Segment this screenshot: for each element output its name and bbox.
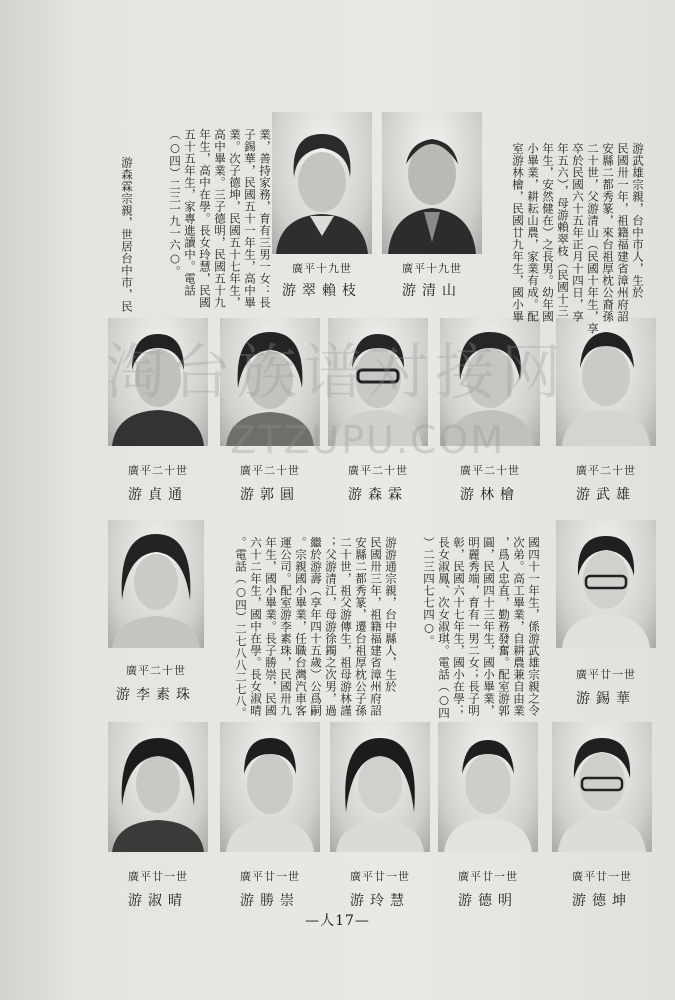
person-name: 游錫華 [576,691,636,707]
generation-label: 廣平廿一世 [128,870,188,883]
text-line: ，爲人忠直，勤務發奮。配室游郭 [497,536,511,717]
portrait-photo [382,112,482,254]
person-name: 游貞通 [128,487,188,503]
text-line: 游武雄宗親，台中市人，生於 [631,142,645,299]
text-line: 業，善持家務，育有三男一女：長 [258,128,272,309]
generation-label: 廣平廿一世 [350,870,410,883]
portrait-photo [330,722,430,852]
text-line: ）二三四七七四○。 [422,536,436,648]
text-line: 安縣二都秀篆，遷台祖厚枕公子孫 [354,536,368,717]
biography-text [406,520,556,720]
text-line: 運公司。配室游李素珠，民國卅九 [279,536,293,717]
text-line: 次弟。高工畢業，自耕農兼自由業 [512,536,526,717]
biography-text [104,140,149,313]
text-line: 六十二年生，國中在學。長女淑晴 [249,536,263,717]
person-name: 游德明 [458,893,518,909]
portrait-photo [272,112,372,254]
watermark-text: 淘台族谱对接网 [105,338,567,408]
person-name: 游德坤 [572,893,632,909]
generation-label: 廣平廿一世 [458,870,518,883]
text-line: 國四十一年生，係游武雄宗親之令 [527,536,541,717]
text-line: 游游通宗親，台中縣人，生於 [384,536,398,693]
text-line: 繼於游壽（享年四十五歲）公爲嗣 [309,536,323,717]
generation-label: 廣平二十世 [240,464,300,477]
biography-text [152,112,287,309]
text-line: 圓，民國四十三年生，國小畢業， [482,536,496,717]
person-name: 游李素珠 [116,687,196,703]
generation-label: 廣平十九世 [292,262,352,275]
generation-label: 廣平廿一世 [576,668,636,681]
text-line: 二十世，祖父游傳生，祖母游林謹 [339,536,353,717]
generation-label: 廣平二十世 [126,664,186,677]
person-name: 游林檜 [460,487,520,503]
generation-label: 廣平二十世 [576,464,636,477]
person-name: 游武雄 [576,487,636,503]
portrait-photo [108,722,208,852]
person-name: 游淑晴 [128,893,188,909]
text-line: 。宗親國小畢業，任職台灣汽車客 [294,536,308,717]
page-number: —人17— [305,913,370,929]
text-line: 彰，民國六十七年生，國小在學； [452,536,466,717]
generation-label: 廣平二十世 [460,464,520,477]
text-line: 二十世，父游清山（民國十年生，享 [586,142,600,335]
text-line: 明麗秀端，育有一男二女；長子明 [467,536,481,717]
generation-label: 廣平廿一世 [240,870,300,883]
text-line: 子錫華，民國五十一年生，高中畢 [243,128,257,309]
biography-text [495,126,660,335]
text-line: 業。次子德坤，民國五十七年生， [228,128,242,309]
portrait-photo [440,318,540,446]
text-line: 安縣二都秀篆，來台祖厚枕公裔孫 [601,142,615,323]
portrait-photo [108,318,208,446]
person-name: 游森霖 [348,487,408,503]
biography-text [218,520,413,720]
portrait-photo [220,318,320,446]
text-line: 高中畢業。三子德明，民國五十九 [213,128,227,309]
text-line: 年生，國小畢業。長子勝崇，民國 [264,536,278,717]
person-name: 游翠賴枝 [282,283,362,299]
portrait-photo [108,520,204,648]
person-name: 游清山 [402,283,462,299]
text-line: 五十五年生，家專進讀中。電話 [183,128,197,297]
portrait-photo [328,318,428,446]
generation-label: 廣平廿一世 [572,870,632,883]
generation-label: 廣平二十世 [348,464,408,477]
generation-label: 廣平十九世 [402,262,462,275]
portrait-photo [556,318,656,446]
portrait-photo [556,520,656,648]
generation-label: 廣平二十世 [128,464,188,477]
text-line: 游森霖宗親，世居台中市，民 [120,156,134,313]
text-line: ；父游清江，母游徐鐲之次男，過 [324,536,338,717]
portrait-photo [552,722,652,852]
text-line: 卒於民國六十五年正月十四日，享 [571,142,585,323]
portrait-photo [438,722,538,852]
person-name: 游郭圓 [240,487,300,503]
text-line: 室游林檜，民國廿九年生，國小畢 [511,142,525,323]
text-line: 長女淑鳳、次女淑琪。電話（○四 [437,536,451,720]
watermark-url: ZTZUPU.COM [230,418,506,462]
text-line: 民國卅三年，祖籍福建省漳州府詔 [369,536,383,717]
text-line: 。電話（○四）二七八八二七八。 [234,536,248,720]
text-line: 年生，高中在學。長女玲慧，民國 [198,128,212,309]
person-name: 游勝崇 [240,893,300,909]
portrait-photo [220,722,320,852]
text-line: 年五六），母游賴翠枝（民國十三 [556,142,570,317]
text-line: 民國卅一年，祖籍福建省漳州府詔 [616,142,630,323]
text-line: 年生，安然健在）之長男。幼年國 [541,142,555,323]
person-name: 游玲慧 [350,893,410,909]
text-line: （○四）二三一九一六○。 [168,128,182,278]
text-line: 小畢業，耕耘山農，家業有成。配 [526,142,540,323]
